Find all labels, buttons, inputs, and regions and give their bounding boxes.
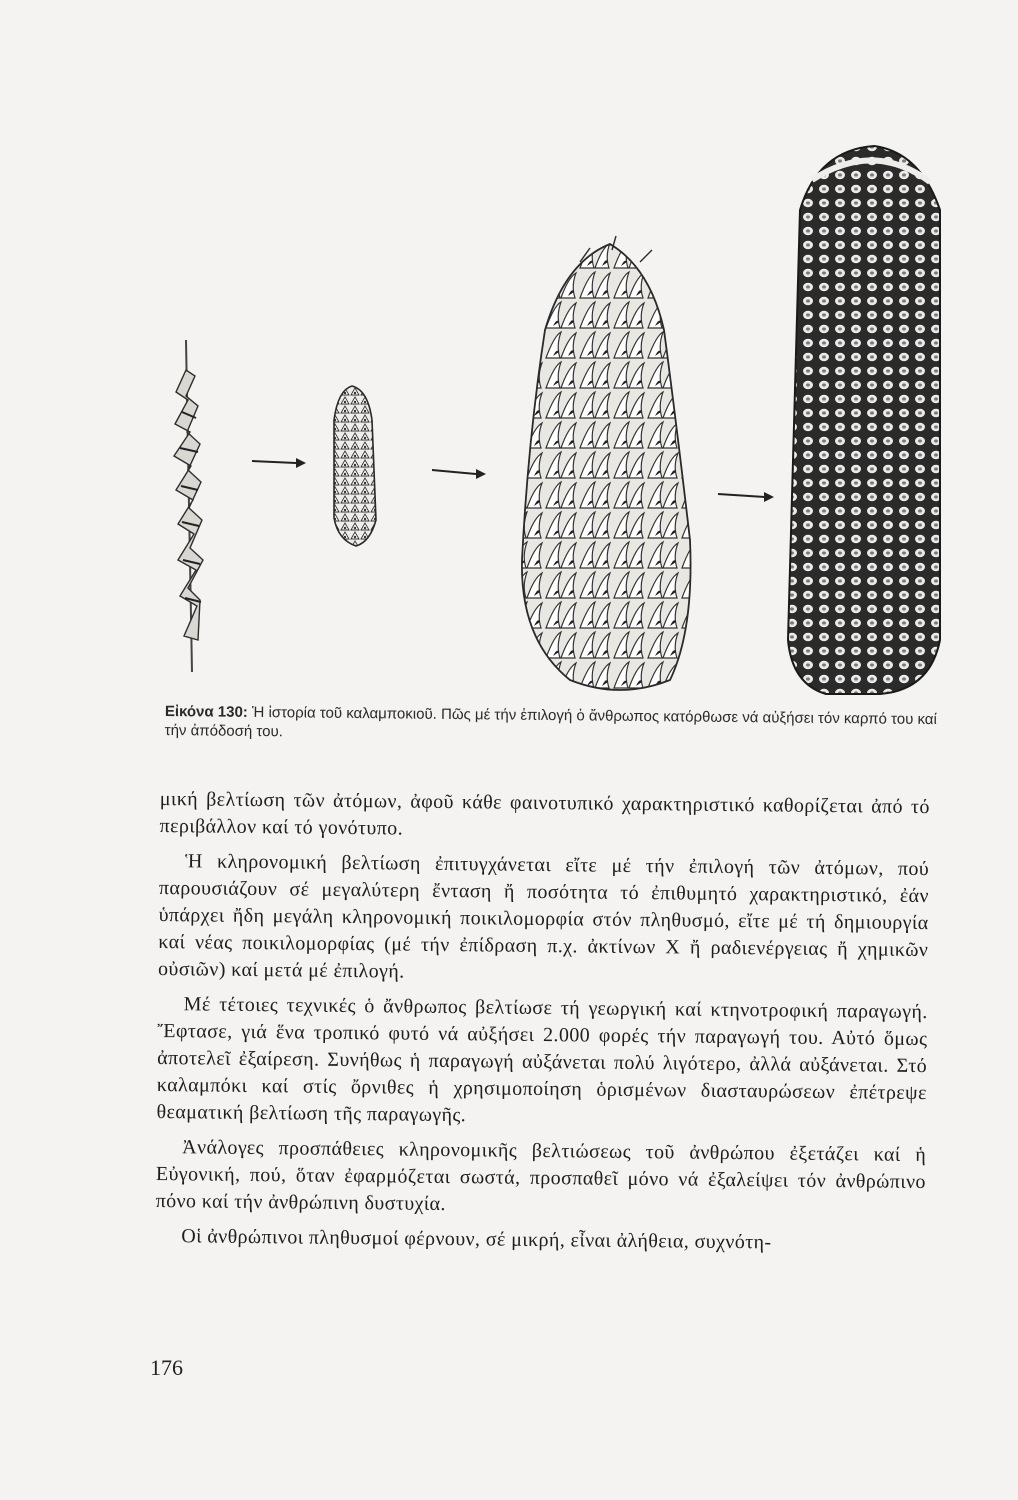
figure-caption-text: Ἡ ἱστορία τοῦ καλαμποκιοῦ. Πῶς μέ τήν ἐπιλογή ὁ ἄνθρωπος κατόρθωσε νά αὐξήσει τόν καρπό του καί τήν ἀπόδοσή του. (164, 703, 937, 741)
page-number: 176 (150, 1355, 183, 1380)
primitive-cob-illustration (334, 386, 376, 546)
husked-cob-illustration (522, 236, 691, 690)
paragraph: Ἀνάλογες προσπάθειες κληρονομικῆς βελτιώσεως τοῦ ἀνθρώπου ἐξετάζει καί ἡ Εὐγονική, πού, ὅταν ἐφαρμόζεται σωστά, προσπαθεῖ μόνο νά ἐξαλείψει τόν ἀνθρώπινο πόνο καί τήν ἀνθρώπινη δυστυχία. (155, 1136, 927, 1216)
wild-grass-illustration (174, 340, 203, 672)
paragraph: Ἡ κληρονομική βελτίωση ἐπιτυγχάνεται εἴτε μέ τήν ἐπιλογή τῶν ἀτόμων, πού παρουσιάζουν σέ μεγαλύτερη ἔνταση ἤ ποσότητα τό ἐπιθυμητό χαρακτηριστικό, ἐάν ὑπάρχει ἤδη μεγάλη κληρονομική ποικιλομορφία στόν πληθυσμό, εἴτε μέ τή δημιουργία καί νέας ποικιλομορφίας (μέ τήν ἐπίδραση π.χ. ἀκτίνων Χ ἤ ραδιενέργειας ἤ χημικῶν οὐσιῶν) καί μετά μέ ἐπιλογή. (157, 850, 930, 983)
paragraph: Μέ τέτοιες τεχνικές ὁ ἄνθρωπος βελτίωσε τή γεωργική καί κτηνοτροφική παραγωγή. Ἔφτασε, γιά ἕνα τροπικό φυτό νά αὐξήσει 2.000 φορές τήν παραγωγή του. Αὐτό ὅμως ἀποτελεῖ ἐξαίρεση. Συνήθως ἡ παραγωγή αὐξάνεται πολύ λιγότερο, ἀλλά αὐξάνεται. Στό καλαμπόκι καί στίς ὄρνιθες ἡ χρησιμοποίηση ὁρισμένων διασταυρώσεων ἐπέτρεψε θεαματική βελτίωση τῆς παραγωγῆς. (156, 993, 928, 1127)
corn-evolution-figure (0, 0, 1018, 700)
arrow-icon (432, 469, 486, 479)
arrow-icon (718, 492, 774, 502)
figure-label: Εἰκόνα 130: (164, 702, 248, 721)
modern-cob-illustration (788, 146, 940, 694)
arrow-icon (252, 458, 306, 468)
main-text (155, 786, 930, 1258)
figure-caption (165, 702, 945, 748)
paragraph: μική βελτίωση τῶν ἀτόμων, ἀφοῦ κάθε φαινοτυπικό χαρακτηριστικό καθορίζεται ἀπό τό περιβάλλον καί τό γονότυπο. (159, 787, 930, 840)
paragraph: Οἱ ἀνθρώπινοι πληθυσμοί φέρνουν, σέ μικρή, εἶναι ἀλήθεια, συχνότη- (181, 1225, 772, 1254)
